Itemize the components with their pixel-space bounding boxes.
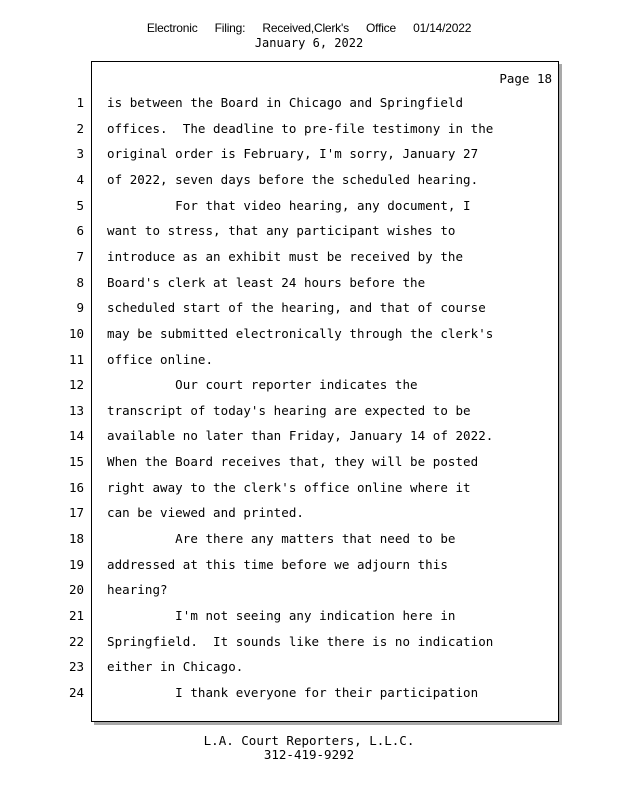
transcript-line-text: of 2022, seven days before the scheduled hearing. (107, 172, 479, 187)
transcript-line-text: can be viewed and printed. (107, 505, 304, 520)
line-number: 17 (68, 505, 84, 520)
filing-part: Office (366, 21, 396, 35)
transcript-line-text: Board's clerk at least 24 hours before the (107, 275, 426, 290)
transcript-line-text: original order is February, I'm sorry, January 27 (107, 146, 479, 161)
line-number: 4 (76, 172, 84, 187)
line-number: 6 (76, 223, 84, 238)
line-number: 2 (76, 121, 84, 136)
transcript-line-text: Are there any matters that need to be (107, 531, 456, 546)
transcript-line-text: I thank everyone for their participation (107, 685, 479, 700)
line-number: 21 (68, 608, 84, 623)
transcript-line-text: want to stress, that any participant wishes to (107, 223, 456, 238)
line-number: 19 (68, 557, 84, 572)
line-number: 23 (68, 659, 84, 674)
line-number: 3 (76, 146, 84, 161)
reporter-company: L.A. Court Reporters, L.L.C. (203, 733, 415, 748)
transcript-line-text: offices. The deadline to pre-file testimony in the (107, 121, 494, 136)
line-number: 15 (68, 454, 84, 469)
transcript-line-text: addressed at this time before we adjourn this (107, 557, 448, 572)
transcript-line-text: office online. (107, 352, 214, 367)
transcript-line-text: When the Board receives that, they will be posted (107, 454, 479, 469)
transcript-line-text: may be submitted electronically through the clerk's (107, 326, 494, 341)
line-number: 7 (76, 249, 84, 264)
filing-part: Electronic (146, 21, 198, 35)
line-number: 24 (68, 685, 84, 700)
line-number: 22 (68, 634, 84, 649)
line-number: 13 (68, 403, 84, 418)
line-number: 10 (68, 326, 84, 341)
line-number: 8 (76, 275, 84, 290)
transcript-line-text: introduce as an exhibit must be received by the (107, 249, 464, 264)
filing-part: Filing: (214, 21, 246, 35)
hearing-date: January 6, 2022 (254, 36, 364, 50)
filing-part: Received,Clerk's (262, 21, 349, 35)
line-number: 16 (68, 480, 84, 495)
line-number: 12 (68, 377, 84, 392)
electronic-filing-stamp (0, 21, 618, 35)
line-number: 14 (68, 428, 84, 443)
filing-part: 01/14/2022 (413, 21, 472, 35)
transcript-line-text: Our court reporter indicates the (107, 377, 418, 392)
transcript-line-text: either in Chicago. (107, 659, 244, 674)
line-number: 11 (68, 352, 84, 367)
transcript-line-text: is between the Board in Chicago and Springfield (107, 95, 464, 110)
transcript-line-text: right away to the clerk's office online where it (107, 480, 471, 495)
line-number: 9 (76, 300, 84, 315)
transcript-line-text: Springfield. It sounds like there is no indication (107, 634, 494, 649)
transcript-line-text: available no later than Friday, January 14 of 2022. (107, 428, 494, 443)
page-number: Page 18 (499, 71, 552, 86)
transcript-line-text: For that video hearing, any document, I (107, 198, 471, 213)
reporter-phone: 312-419-9292 (263, 747, 355, 762)
line-number: 1 (76, 95, 84, 110)
transcript-line-text: I'm not seeing any indication here in (107, 608, 456, 623)
line-number: 18 (68, 531, 84, 546)
line-number: 20 (68, 582, 84, 597)
transcript-line-text: transcript of today's hearing are expected to be (107, 403, 471, 418)
transcript-line-text: hearing? (107, 582, 168, 597)
transcript-line-text: scheduled start of the hearing, and that of course (107, 300, 486, 315)
line-number: 5 (76, 198, 84, 213)
